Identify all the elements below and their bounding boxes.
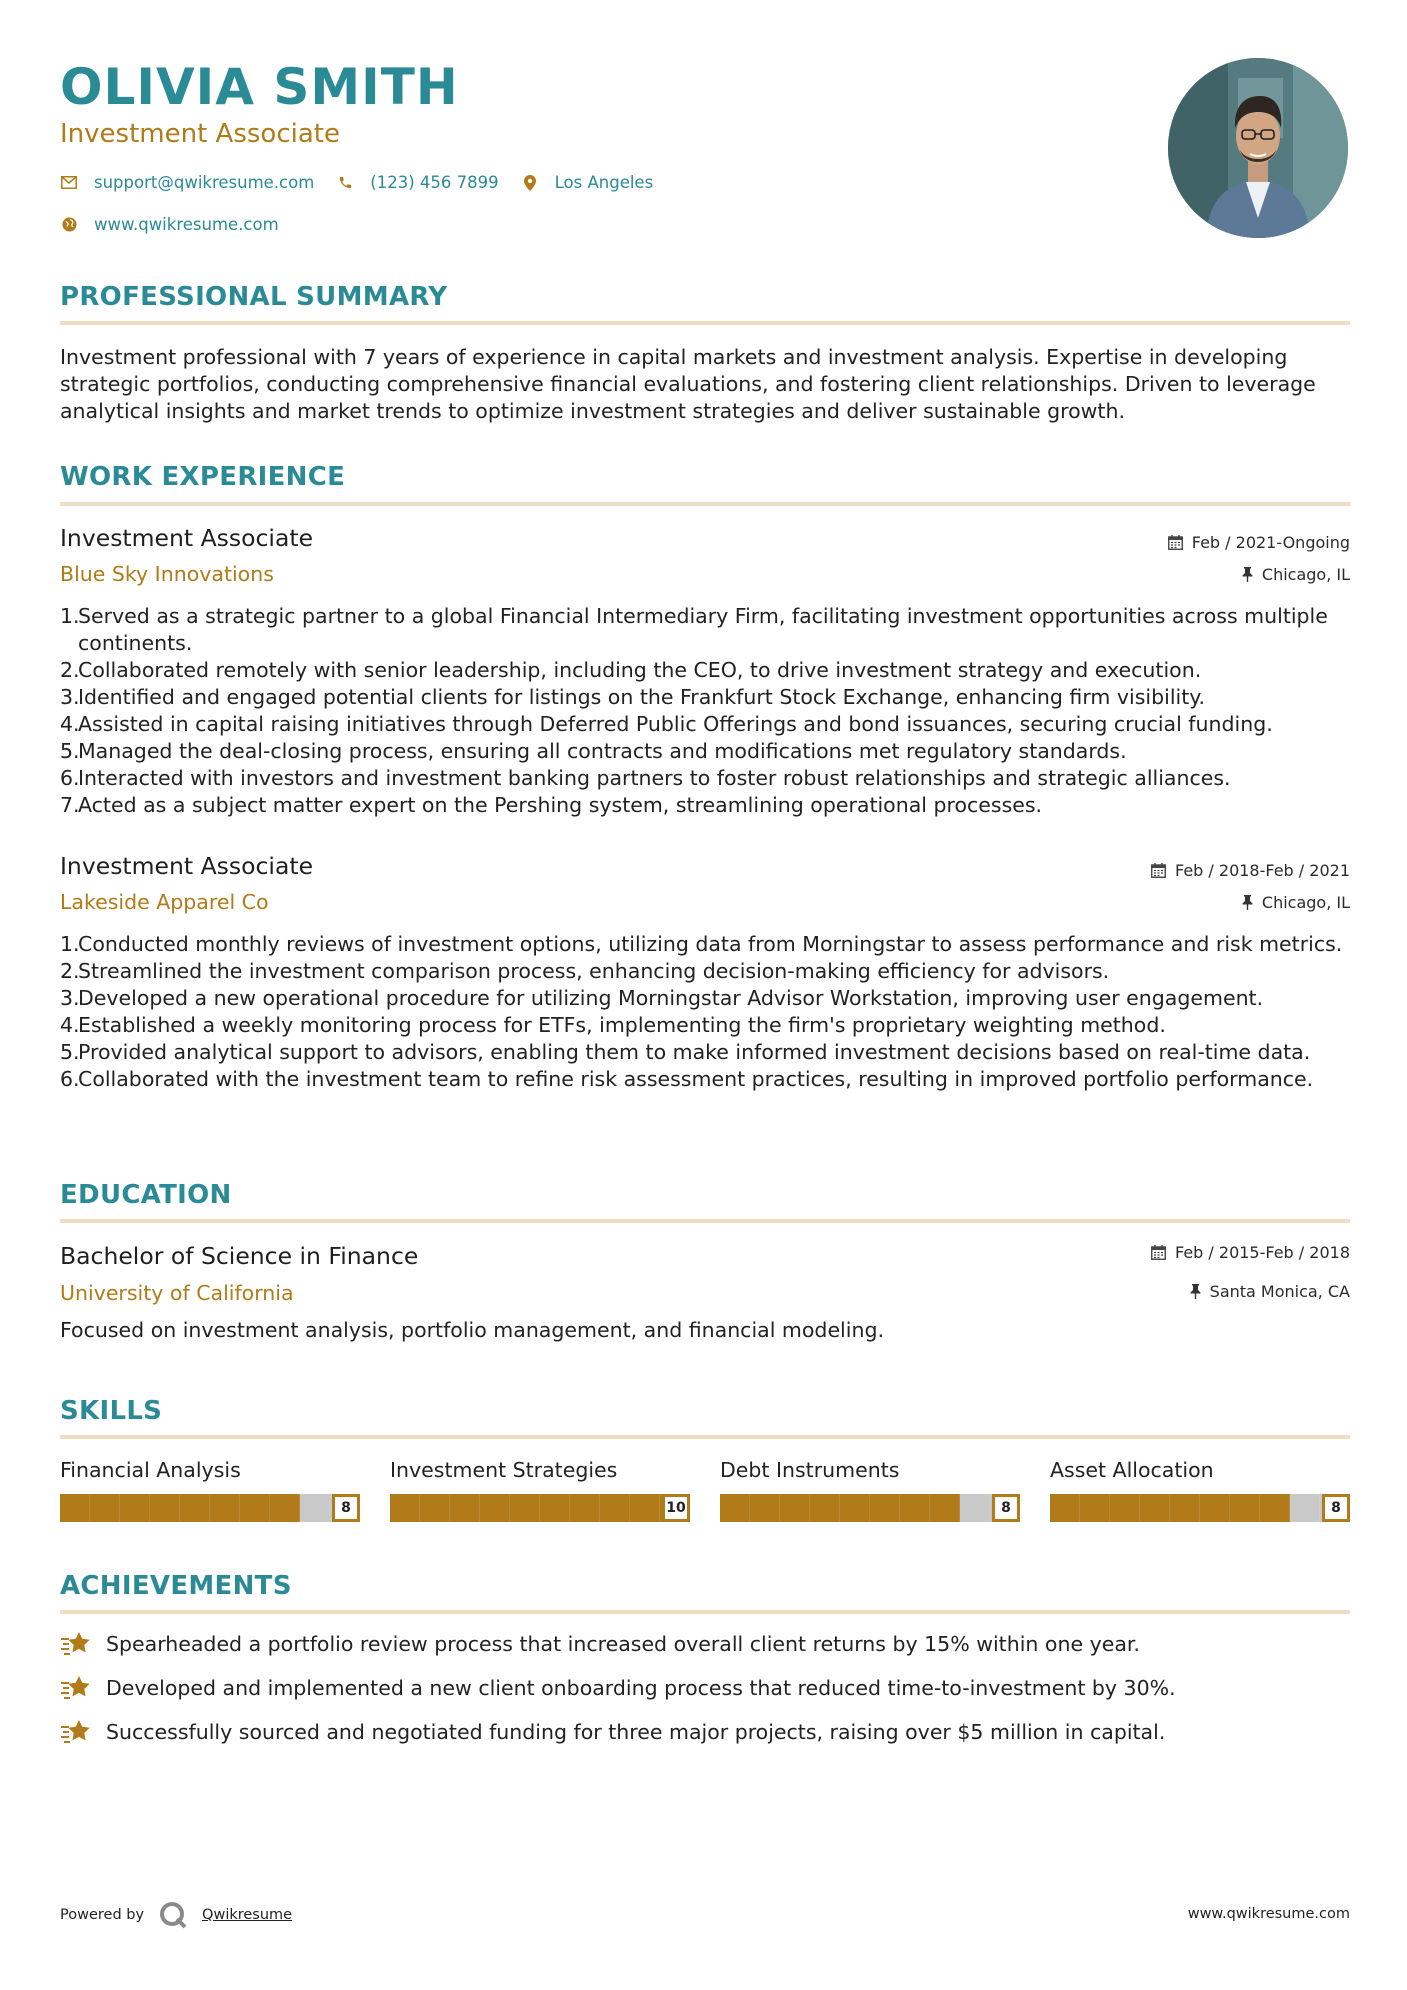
skill-bar	[60, 1494, 360, 1522]
list-item: 4. Assisted in capital raising initiatives through Deferred Public Offerings and bond issuances, securing crucial funding.	[60, 712, 1273, 736]
achievement-item	[60, 1718, 1165, 1746]
summary-divider	[60, 321, 1350, 325]
education-dates-text: Feb / 2015-Feb / 2018	[1175, 1243, 1350, 1262]
education-description: Focused on investment analysis, portfolio management, and financial modeling.	[60, 1318, 884, 1342]
list-item: 3. Developed a new operational procedure for utilizing Morningstar Advisor Workstation, improving user engagement.	[60, 986, 1264, 1010]
job-dates-text: Feb / 2018-Feb / 2021	[1175, 861, 1350, 880]
skill-name: Asset Allocation	[1050, 1458, 1214, 1482]
candidate-name: OLIVIA SMITH	[60, 58, 459, 116]
job-dates	[1168, 533, 1350, 552]
achievement-item	[60, 1674, 1176, 1702]
pushpin-icon	[1190, 1284, 1201, 1299]
list-item: 1. Conducted monthly reviews of investment options, utilizing data from Morningstar to assess performance and risk metrics.	[60, 932, 1343, 956]
list-item: 6. Interacted with investors and investment banking partners to foster robust relationships and strategic alliances.	[60, 766, 1231, 790]
school-name: University of California	[60, 1281, 294, 1305]
experience-divider	[60, 502, 1350, 506]
qwikresume-logo-icon	[158, 1900, 188, 1930]
list-item: 5. Provided analytical support to advisors, enabling them to make informed investment decisions based on real-time data.	[60, 1040, 1311, 1064]
location-item	[521, 173, 654, 192]
pushpin-icon	[1242, 895, 1253, 910]
skill-name: Debt Instruments	[720, 1458, 900, 1482]
list-item: 7. Acted as a subject matter expert on the Pershing system, streamlining operational processes.	[60, 793, 1043, 817]
skill-level: 10	[662, 1494, 690, 1522]
skill-bar	[1050, 1494, 1350, 1522]
skill-level: 8	[332, 1494, 360, 1522]
job-location-text: Chicago, IL	[1261, 565, 1350, 584]
pushpin-icon	[1242, 567, 1253, 582]
calendar-icon	[1151, 863, 1166, 878]
resume-page	[60, 0, 1350, 1990]
job-bullets	[60, 603, 1350, 819]
achievements-divider	[60, 1610, 1350, 1614]
education-divider	[60, 1219, 1350, 1223]
skill-level: 8	[1322, 1494, 1350, 1522]
job-title: Investment Associate	[60, 524, 314, 552]
job-title: Investment Associate	[60, 852, 314, 880]
email-text[interactable]: support@qwikresume.com	[94, 173, 315, 192]
email-item[interactable]	[60, 173, 314, 192]
list-item: 6. Collaborated with the investment team to refine risk assessment practices, resulting in improved portfolio performance.	[60, 1067, 1314, 1091]
summary-text: Investment professional with 7 years of experience in capital markets and investment analysis. Expertise in developing strategic portfolios, conducting comprehensive financial evaluations, and fostering client relationships. Driven to leverage analytical insights and market trends to optimize investment strategies and deliver sustainable growth.	[60, 345, 1316, 423]
job-company: Lakeside Apparel Co	[60, 890, 269, 914]
job-location	[1242, 565, 1350, 584]
list-item: 2. Collaborated remotely with senior leadership, including the CEO, to drive investment strategy and execution.	[60, 658, 1202, 682]
experience-heading: WORK EXPERIENCE	[60, 462, 346, 492]
list-item: 2. Streamlined the investment comparison process, enhancing decision-making efficiency for advisors.	[60, 959, 1110, 983]
skill-level: 8	[992, 1494, 1020, 1522]
achievements-heading: ACHIEVEMENTS	[60, 1571, 292, 1601]
job-bullets	[60, 931, 1350, 1093]
list-item: 1. Served as a strategic partner to a global Financial Intermediary Firm, facilitating investment opportunities across multiple continents.	[60, 604, 1328, 655]
job-dates-text: Feb / 2021-Ongoing	[1191, 533, 1350, 552]
calendar-icon	[1151, 1245, 1166, 1260]
profile-photo	[1168, 58, 1348, 238]
phone-icon	[336, 174, 354, 192]
list-item: 5. Managed the deal-closing process, ensuring all contracts and modifications met regulatory standards.	[60, 739, 1127, 763]
location-text: Los Angeles	[554, 173, 654, 192]
skills-divider	[60, 1435, 1350, 1439]
education-heading: EDUCATION	[60, 1180, 232, 1210]
list-item: 4. Established a weekly monitoring process for ETFs, implementing the firm's proprietary weighting method.	[60, 1013, 1166, 1037]
map-pin-icon	[521, 174, 539, 192]
phone-item[interactable]	[336, 173, 498, 192]
degree-title: Bachelor of Science in Finance	[60, 1242, 419, 1270]
skill-bar	[390, 1494, 690, 1522]
star-award-icon	[60, 1674, 92, 1702]
education-location	[1190, 1282, 1350, 1301]
candidate-role: Investment Associate	[60, 119, 340, 149]
skill-item	[390, 1456, 690, 1522]
calendar-icon	[1168, 535, 1183, 550]
star-award-icon	[60, 1718, 92, 1746]
website-text[interactable]: www.qwikresume.com	[94, 215, 279, 234]
skill-item	[720, 1456, 1020, 1522]
skill-name: Financial Analysis	[60, 1458, 241, 1482]
job-location-text: Chicago, IL	[1261, 893, 1350, 912]
achievement-text: Spearheaded a portfolio review process that increased overall client returns by 15% within one year.	[106, 1632, 1140, 1656]
job-company: Blue Sky Innovations	[60, 562, 274, 586]
envelope-icon	[60, 174, 78, 192]
brand-link[interactable]: Qwikresume	[202, 1907, 293, 1923]
list-item: 3. Identified and engaged potential clients for listings on the Frankfurt Stock Exchange, enhancing firm visibility.	[60, 685, 1205, 709]
phone-text[interactable]: (123) 456 7899	[370, 173, 499, 192]
star-award-icon	[60, 1630, 92, 1658]
job-dates	[1151, 861, 1350, 880]
achievement-item	[60, 1630, 1140, 1658]
globe-icon	[60, 216, 78, 234]
contact-row	[60, 173, 675, 192]
skills-heading: SKILLS	[60, 1396, 163, 1426]
website-item[interactable]	[60, 215, 279, 234]
skill-bar	[720, 1494, 1020, 1522]
website-row	[60, 215, 301, 234]
achievement-text: Developed and implemented a new client onboarding process that reduced time-to-investment by 30%.	[106, 1676, 1176, 1700]
skill-item	[60, 1456, 360, 1522]
summary-heading: PROFESSIONAL SUMMARY	[60, 282, 448, 312]
job-location	[1242, 893, 1350, 912]
skill-item	[1050, 1456, 1350, 1522]
skill-name: Investment Strategies	[390, 1458, 618, 1482]
footer-powered-by	[60, 1900, 292, 1930]
achievement-text: Successfully sourced and negotiated funding for three major projects, raising over $5 million in capital.	[106, 1720, 1166, 1744]
footer-website[interactable]: www.qwikresume.com	[1187, 1906, 1350, 1922]
education-location-text: Santa Monica, CA	[1209, 1282, 1350, 1301]
powered-by-label: Powered by	[60, 1907, 145, 1923]
education-dates	[1151, 1243, 1350, 1262]
